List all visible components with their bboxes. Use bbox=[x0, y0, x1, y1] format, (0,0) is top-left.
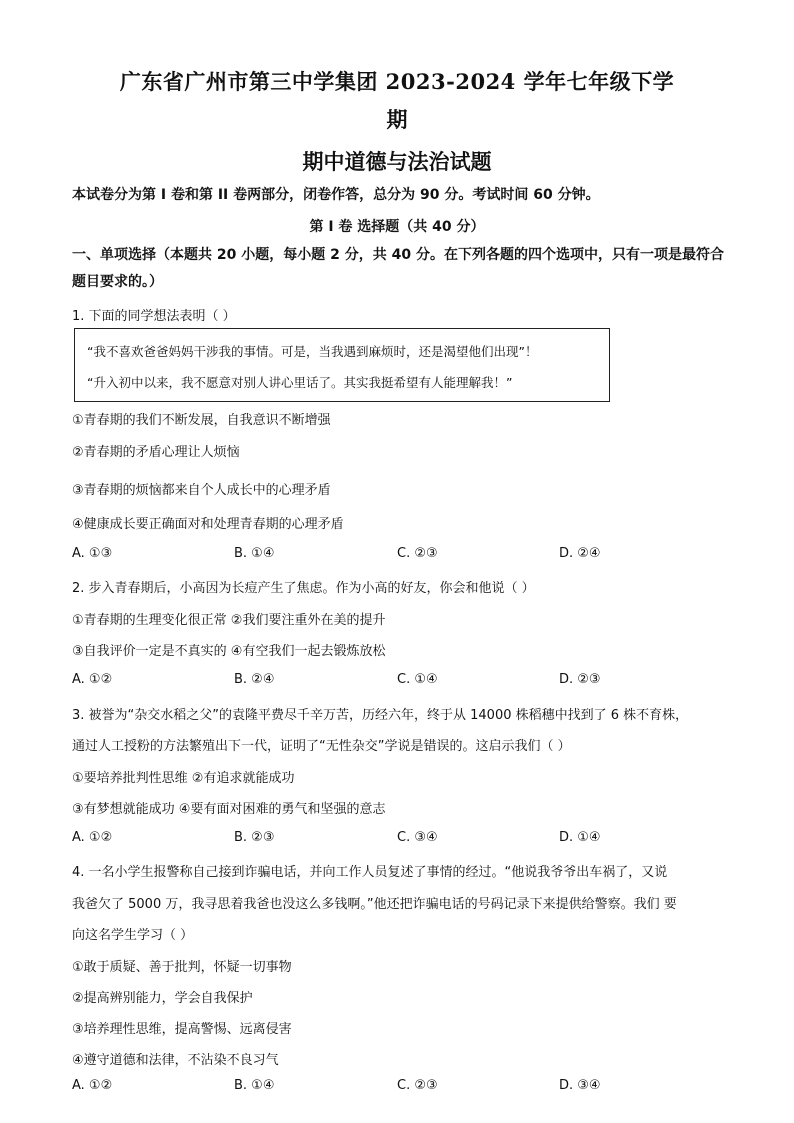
exam-title-line-2: 期 bbox=[386, 107, 408, 132]
question-1-statement-2: ②青春期的矛盾心理让人烦恼 bbox=[72, 445, 240, 460]
exam-title-line-1: 广东省广州市第三中学集团 2023-2024 学年七年级下学 bbox=[119, 69, 675, 94]
question-2-statements-row-2: ③自我评价一定是不真实的 ④有空我们一起去锻炼放松 bbox=[72, 644, 386, 659]
question-4-stem-line-3: 向这名学生学习（ ） bbox=[72, 928, 194, 943]
option-a[interactable]: A. ①③ bbox=[72, 546, 113, 561]
option-d[interactable]: D. ③④ bbox=[559, 1078, 601, 1093]
exam-title-line-3: 期中道德与法治试题 bbox=[302, 149, 492, 174]
option-d[interactable]: D. ①④ bbox=[559, 830, 601, 845]
option-b[interactable]: B. ②④ bbox=[234, 672, 275, 687]
question-4-statement-1: ①敢于质疑、善于批判，怀疑一切事物 bbox=[72, 960, 292, 975]
question-4-statement-3: ③培养理性思维，提高警惕、远离侵害 bbox=[72, 1022, 292, 1037]
quote-line-2: “升入初中以来，我不愿意对别人讲心里话了。其实我挺希望有人能理解我！” bbox=[87, 375, 513, 390]
option-b[interactable]: B. ①④ bbox=[234, 1078, 275, 1093]
question-1-stem: 1. 下面的同学想法表明（ ） bbox=[72, 309, 236, 324]
question-3-statements-row-2: ③有梦想就能成功 ④要有面对困难的勇气和坚强的意志 bbox=[72, 802, 386, 817]
question-3-statements-row-1: ①要培养批判性思维 ②有追求就能成功 bbox=[72, 771, 295, 786]
question-3-stem-line-2: 通过人工授粉的方法繁殖出下一代，证明了“无性杂交”学说是错误的。这启示我们（ ） bbox=[72, 739, 571, 754]
question-3-options bbox=[72, 830, 672, 848]
exam-intro: 本试卷分为第 I 卷和第 II 卷两部分，闭卷作答，总分为 90 分。考试时间 60 分钟。 bbox=[72, 187, 600, 203]
question-1-options bbox=[72, 546, 672, 564]
question-2-options bbox=[72, 672, 672, 690]
option-a[interactable]: A. ①② bbox=[72, 1078, 113, 1093]
option-b[interactable]: B. ①④ bbox=[234, 546, 275, 561]
question-4-stem-line-2: 我爸欠了 5000 万，我寻思着我爸也没这么多钱啊。”他还把诈骗电话的号码记录下来提供给警察。我们 要 bbox=[72, 897, 677, 912]
section-heading: 一、单项选择（本题共 20 小题，每小题 2 分，共 40 分。在下列各题的四个选项中，只有一项是最符合题目要求的。） bbox=[72, 247, 724, 290]
option-b[interactable]: B. ②③ bbox=[234, 830, 275, 845]
question-2-statements-row-1: ①青春期的生理变化很正常 ②我们要注重外在美的提升 bbox=[72, 613, 386, 628]
option-a[interactable]: A. ①② bbox=[72, 672, 113, 687]
option-d[interactable]: D. ②③ bbox=[559, 672, 601, 687]
question-4-statement-4: ④遵守道德和法律，不沾染不良习气 bbox=[72, 1053, 279, 1068]
question-2-stem: 2. 步入青春期后，小高因为长痘产生了焦虑。作为小高的好友，你会和他说（ ） bbox=[72, 581, 535, 596]
option-d[interactable]: D. ②④ bbox=[559, 546, 601, 561]
option-c[interactable]: C. ②③ bbox=[397, 546, 438, 561]
question-1-quote-box bbox=[74, 328, 610, 402]
question-1-statement-1: ①青春期的我们不断发展，自我意识不断增强 bbox=[72, 413, 331, 428]
part-heading: 第 I 卷 选择题（共 40 分） bbox=[309, 219, 485, 235]
option-c[interactable]: C. ②③ bbox=[397, 1078, 438, 1093]
question-1-statement-3: ③青春期的烦恼都来自个人成长中的心理矛盾 bbox=[72, 483, 331, 498]
question-4-stem-line-1: 4. 一名小学生报警称自己接到诈骗电话，并向工作人员复述了事情的经过。“他说我爷爷出车祸了，又说 bbox=[72, 865, 668, 880]
question-4-options bbox=[72, 1078, 672, 1096]
question-3-stem-line-1: 3. 被誉为“杂交水稻之父”的袁隆平费尽千辛万苦，历经六年，终于从 14000 株稻穗中找到了 6 株不育株， bbox=[72, 708, 689, 723]
question-4-statement-2: ②提高辨别能力，学会自我保护 bbox=[72, 991, 253, 1006]
option-c[interactable]: C. ①④ bbox=[397, 672, 438, 687]
option-c[interactable]: C. ③④ bbox=[397, 830, 438, 845]
question-1-statement-4: ④健康成长要正确面对和处理青春期的心理矛盾 bbox=[72, 517, 344, 532]
option-a[interactable]: A. ①② bbox=[72, 830, 113, 845]
quote-line-1: “我不喜欢爸爸妈妈干涉我的事情。可是，当我遇到麻烦时，还是渴望他们出现”！ bbox=[87, 344, 538, 359]
